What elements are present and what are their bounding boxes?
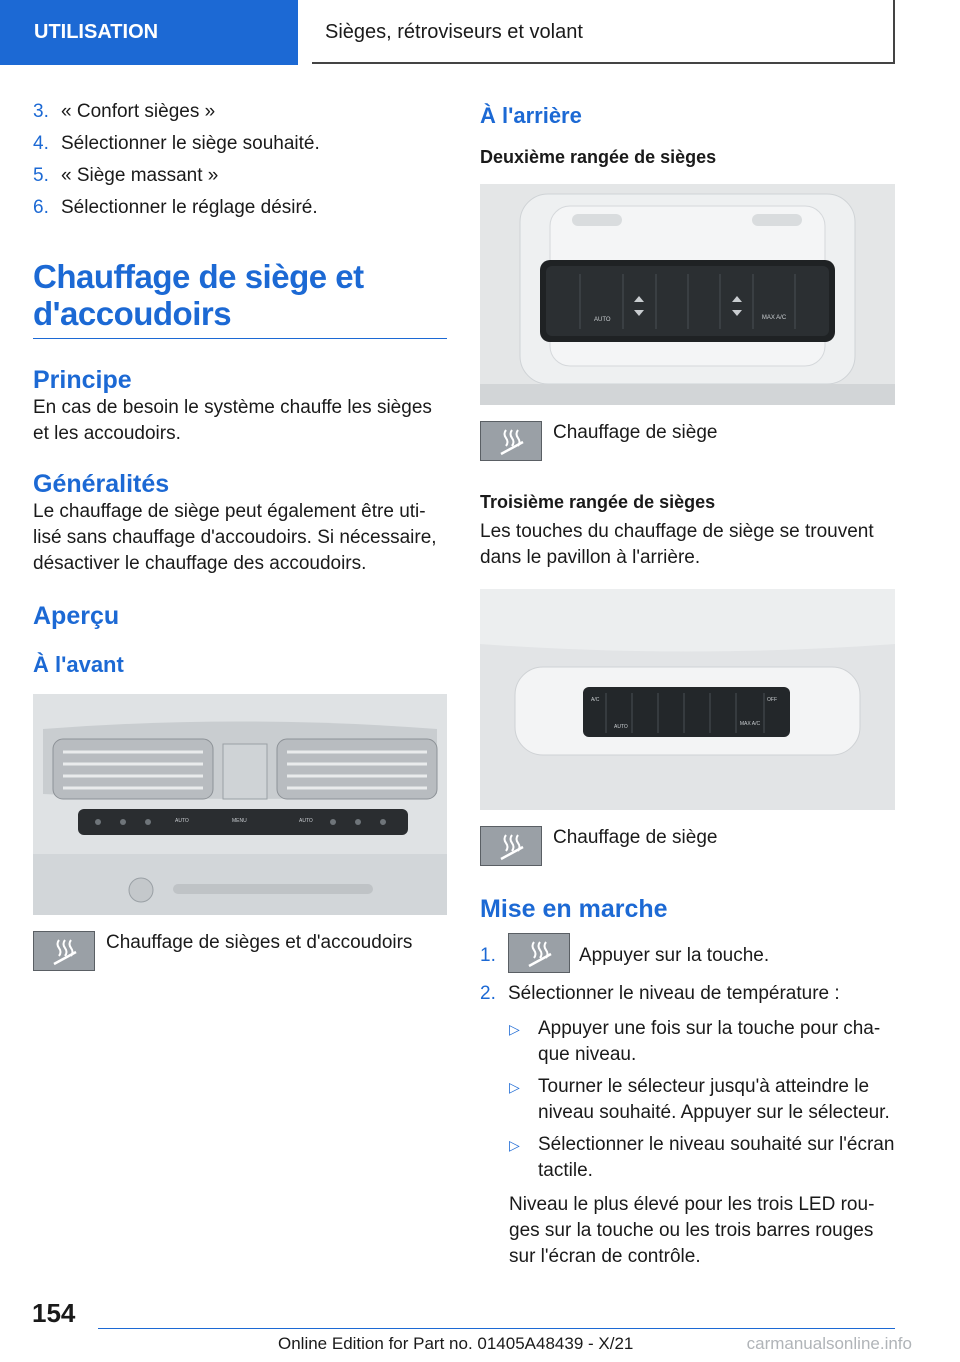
row2-console-photo (480, 184, 895, 405)
step-number: 6. (33, 197, 49, 218)
steps-top (33, 96, 447, 224)
step-number: 4. (33, 133, 49, 154)
right-column (480, 102, 895, 1270)
level-options (480, 1016, 895, 1184)
step-number: 2. (480, 983, 496, 1004)
footer-rule (98, 1328, 895, 1329)
panel-label-menu: MENU (232, 818, 247, 824)
row3-roof-photo (480, 589, 895, 810)
step-text: Sélectionner le réglage désiré. (61, 197, 318, 218)
step-text: Sélectionner le siège souhaité. (61, 133, 320, 154)
mise-en-marche-steps (480, 936, 895, 1010)
chapter-title: Sièges, rétroviseurs et volant (312, 0, 895, 64)
apercu-heading: Aperçu (33, 602, 120, 630)
row3-roof-illustration (480, 589, 895, 810)
row3-label-max-ac: MAX A/C (739, 721, 761, 727)
avant-caption-row (33, 931, 447, 971)
step-text: « Confort sièges » (61, 101, 216, 122)
list-item (33, 160, 447, 192)
max-level-note: Niveau le plus élevé pour les trois LED rou-ges sur la touche ou les trois barres rouges sur l'écran de contrôle. (509, 1194, 875, 1267)
left-column (33, 96, 447, 971)
row3-label-auto: AUTO (614, 724, 628, 730)
avant-caption: Chauffage de sièges et d'accoudoirs (106, 932, 413, 953)
front-console-illustration (33, 694, 447, 915)
step-text: Appuyer sur la touche. (579, 945, 770, 966)
edition-note: Online Edition for Part no. 01405A48439 - X/21 (278, 1334, 634, 1353)
principe-heading: Principe (33, 366, 132, 394)
generalites-text: Le chauffage de siège peut également être uti-lisé sans chauffage d'accoudoirs. Si nécessaire, désactiver le chauffage des accoudoirs. (33, 501, 437, 574)
list-item (33, 96, 447, 128)
row3-caption-row (480, 826, 895, 866)
step-text: Sélectionner le niveau de température : (508, 983, 840, 1004)
seat-heating-icon (33, 931, 95, 971)
step-number: 1. (480, 945, 496, 966)
mise-en-marche-heading: Mise en marche (480, 895, 668, 923)
seat-heating-icon (480, 826, 542, 866)
front-console-photo (33, 694, 447, 915)
avant-heading: À l'avant (33, 652, 124, 677)
step-text: « Siège massant » (61, 165, 219, 186)
step-number: 3. (33, 101, 49, 122)
list-item (480, 978, 895, 1010)
row2-label-max-ac: MAX A/C (761, 315, 787, 321)
row3-label-off: OFF (767, 697, 777, 703)
arriere-heading: À l'arrière (480, 103, 582, 128)
list-item: ▷ Sélectionner le niveau souhaité sur l'écran tactile. (509, 1132, 895, 1184)
row2-caption: Chauffage de siège (553, 422, 718, 443)
row3-caption: Chauffage de siège (553, 827, 718, 848)
list-item (33, 128, 447, 160)
row2-heading: Deuxième rangée de sièges (480, 147, 717, 167)
seat-heating-icon (508, 933, 570, 973)
row2-label-auto: AUTO (594, 317, 611, 323)
page-title: Chauffage de siège et d'accoudoirs (33, 258, 447, 339)
seat-heating-icon (480, 421, 542, 461)
panel-label-auto-2: AUTO (299, 818, 313, 824)
list-item: ▷ Tourner le sélecteur jusqu'à atteindre le niveau souhaité. Appuyer sur le sélecteur. (509, 1074, 895, 1126)
principe-text: En cas de besoin le système chauffe les sièges et les accoudoirs. (33, 397, 432, 444)
row3-label-ac: A/C (591, 697, 600, 703)
row2-console-illustration (480, 184, 895, 405)
row3-heading: Troisième rangée de sièges (480, 492, 716, 512)
list-item (33, 192, 447, 224)
row2-caption-row (480, 421, 895, 461)
step-number: 5. (33, 165, 49, 186)
section-tab: UTILISATION (0, 0, 298, 65)
row3-text: Les touches du chauffage de siège se trouvent dans le pavillon à l'arrière. (480, 521, 874, 568)
generalites-heading: Généralités (33, 470, 170, 498)
watermark: carmanualsonline.info (746, 1334, 912, 1353)
list-item: ▷ Appuyer une fois sur la touche pour cha-que niveau. (509, 1016, 895, 1068)
page-number: 154 (32, 1298, 76, 1328)
list-item (480, 936, 895, 976)
panel-label-auto: AUTO (175, 818, 189, 824)
